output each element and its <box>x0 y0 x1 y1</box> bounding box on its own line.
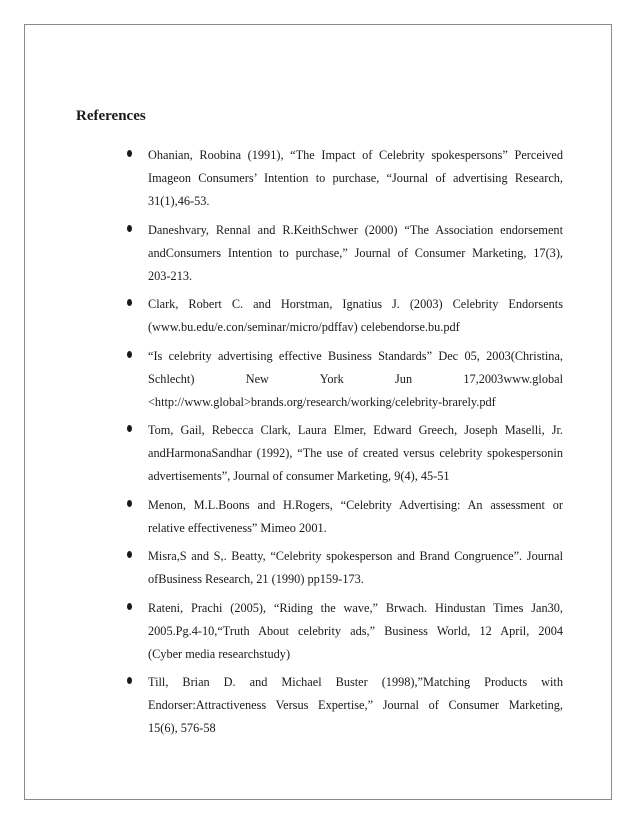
reference-line: Daneshvary, Rennal and R.KeithSchwer (2000) “The Association endorsement <box>148 222 563 237</box>
reference-line: Menon, M.L.Boons and H.Rogers, “Celebrity Advertising: An assessment or <box>148 497 563 512</box>
reference-item <box>123 144 563 213</box>
reference-item <box>123 219 563 288</box>
reference-line: 15(6), 576-58 <box>148 721 216 735</box>
reference-line: advertisements”, Journal of consumer Marketing, 9(4), 45-51 <box>148 469 450 483</box>
reference-line: Tom, Gail, Rebecca Clark, Laura Elmer, Edward Greech, Joseph Maselli, Jr. <box>148 423 563 437</box>
reference-line: Till, Brian D. and Michael Buster (1998),”Matching Products with <box>148 675 563 689</box>
reference-line: (Cyber media researchstudy) <box>148 646 291 661</box>
reference-line: Rateni, Prachi (2005), “Riding the wave,” Brwach. Hindustan Times Jan30, <box>148 600 563 615</box>
reference-line: (www.bu.edu/e.con/seminar/micro/pdffav) celebendorse.bu.pdf <box>148 320 460 334</box>
reference-item <box>123 545 563 591</box>
reference-line: Clark, Robert C. and Horstman, Ignatius J. (2003) Celebrity Endorsents <box>148 297 563 311</box>
reference-line: “Is celebrity advertising effective Business Standards” Dec 05, 2003(Christina, <box>148 348 563 363</box>
reference-line: relative effectiveness” Mimeo 2001. <box>148 520 327 535</box>
reference-line: <http://www.global>brands.org/research/working/celebrity-brarely.pdf <box>148 394 496 409</box>
reference-list <box>123 144 563 746</box>
reference-line: 203-213. <box>148 268 193 283</box>
bullet-icon <box>127 551 132 558</box>
bullet-icon <box>127 677 132 684</box>
reference-line: Ohanian, Roobina (1991), “The Impact of Celebrity spokespersons” Perceived <box>148 148 563 162</box>
bullet-icon <box>127 150 132 157</box>
bullet-icon <box>127 603 132 610</box>
reference-line: andHarmonaSandhar (1992), “The use of created versus celebrity spokespersonin <box>148 446 563 460</box>
bullet-icon <box>127 299 132 306</box>
reference-line: Endorser:Attractiveness Versus Expertise,” Journal of Consumer Marketing, <box>148 698 563 712</box>
references-heading: References <box>76 108 146 124</box>
reference-line: Misra,S and S,. Beatty, “Celebrity spokesperson and Brand Congruence”. Journal <box>148 549 563 563</box>
reference-item <box>123 671 563 740</box>
bullet-icon <box>127 351 132 358</box>
reference-line: andConsumers Intention to purchase,” Journal of Consumer Marketing, 17(3), <box>148 245 563 260</box>
reference-line: Schlecht) New York Jun 17,2003www.global <box>148 371 563 386</box>
bullet-icon <box>127 425 132 432</box>
reference-line: 2005.Pg.4-10,“Truth About celebrity ads,” Business World, 12 April, 2004 <box>148 623 563 638</box>
reference-line: ofBusiness Research, 21 (1990) pp159-173. <box>148 572 364 586</box>
reference-line: 31(1),46-53. <box>148 194 210 208</box>
reference-item <box>123 597 563 666</box>
bullet-icon <box>127 500 132 507</box>
reference-item <box>123 494 563 540</box>
bullet-icon <box>127 225 132 232</box>
reference-item <box>123 419 563 488</box>
reference-item <box>123 293 563 339</box>
reference-line: Imageon Consumers’ Intention to purchase, “Journal of advertising Research, <box>148 171 563 185</box>
reference-item <box>123 345 563 414</box>
